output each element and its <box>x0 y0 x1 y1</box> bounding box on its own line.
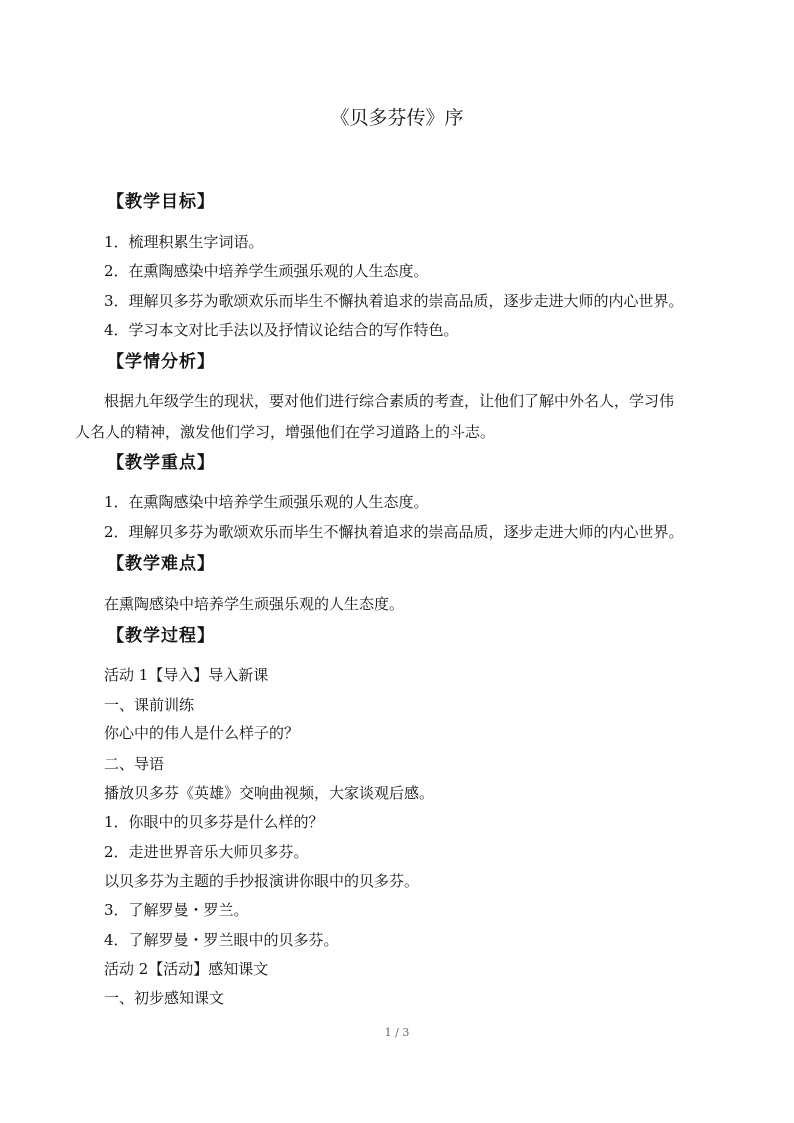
process-line: 你心中的伟人是什么样子的？ <box>104 724 300 742</box>
objective-item-2: 2．在熏陶感染中培养学生顽强乐观的人生态度。 <box>104 262 429 280</box>
heading-key-points: 【教学重点】 <box>107 453 215 473</box>
page-number: 1 / 3 <box>384 1026 410 1039</box>
process-line: 以贝多芬为主题的手抄报演讲你眼中的贝多芬。 <box>104 872 420 890</box>
heading-teaching-process: 【教学过程】 <box>107 626 215 646</box>
objective-item-1: 1．梳理积累生字词语。 <box>104 233 264 251</box>
heading-student-analysis: 【学情分析】 <box>107 352 215 372</box>
objective-item-3: 3．理解贝多芬为歌颂欢乐而毕生不懈执着追求的崇高品质，逐步走进大师的内心世界。 <box>104 292 684 310</box>
analysis-paragraph-line-1: 根据九年级学生的现状，要对他们进行综合素质的考查，让他们了解中外名人，学习伟 <box>104 392 675 410</box>
document-title: 《贝多芬传》序 <box>330 107 464 129</box>
process-activity-2-title: 活动 2【活动】感知课文 <box>104 960 269 978</box>
process-line: 二、导语 <box>104 755 165 773</box>
key-point-item-2: 2．理解贝多芬为歌颂欢乐而毕生不懈执着追求的崇高品质，逐步走进大师的内心世界。 <box>104 523 684 541</box>
process-line: 播放贝多芬《英雄》交响曲视频，大家谈观后感。 <box>104 784 435 802</box>
process-line: 1．你眼中的贝多芬是什么样的？ <box>104 813 324 831</box>
analysis-paragraph-line-2: 人名人的精神，激发他们学习，增强他们在学习道路上的斗志。 <box>75 423 496 441</box>
key-point-item-1: 1．在熏陶感染中培养学生顽强乐观的人生态度。 <box>104 493 429 511</box>
process-line: 一、初步感知课文 <box>104 989 225 1007</box>
difficulty-text: 在熏陶感染中培养学生顽强乐观的人生态度。 <box>104 595 405 613</box>
objective-item-4: 4．学习本文对比手法以及抒情议论结合的写作特色。 <box>104 321 459 339</box>
heading-difficulties: 【教学难点】 <box>107 554 215 574</box>
process-line: 4．了解罗曼・罗兰眼中的贝多芬。 <box>104 931 339 949</box>
heading-teaching-objectives: 【教学目标】 <box>107 192 215 212</box>
process-line: 3．了解罗曼・罗兰。 <box>104 901 249 919</box>
process-line: 2．走进世界音乐大师贝多芬。 <box>104 843 309 861</box>
process-line: 一、课前训练 <box>104 696 195 714</box>
process-activity-1-title: 活动 1【导入】导入新课 <box>104 666 269 684</box>
